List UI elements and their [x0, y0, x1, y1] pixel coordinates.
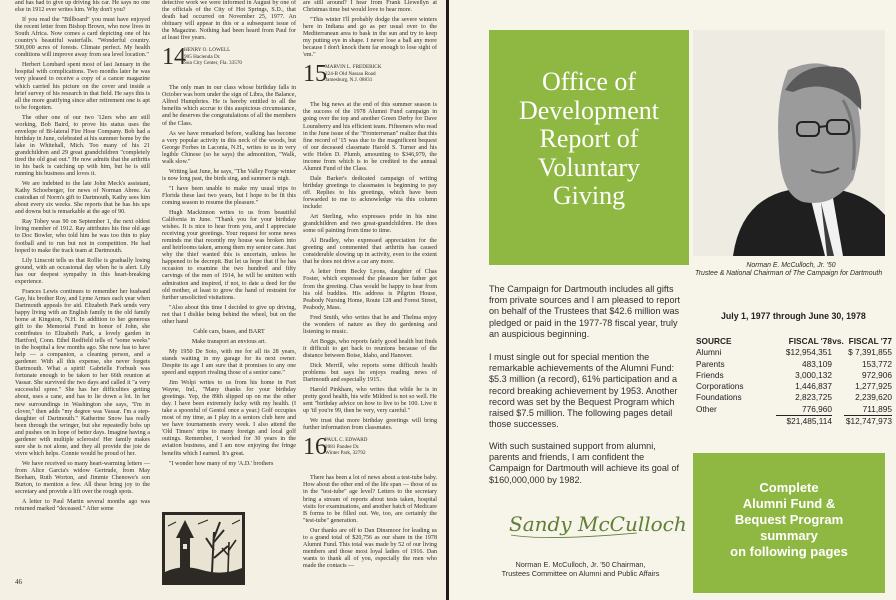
row-source: Alumni	[696, 347, 722, 358]
row-fy78: 1,446,837	[795, 381, 832, 392]
total-fy78: $21,485,114	[776, 415, 832, 426]
paragraph: Dale Barker's dedicated campaign of writing birthday greetings to classmates is beginning to pay off. Replies to his greetings, which have been forwarded to me to acknowledge via this column include:	[303, 175, 437, 211]
title-line: Office of	[541, 67, 637, 96]
secretary-address	[325, 435, 367, 456]
secretary-name: MARVIN L. FREDERICK	[325, 64, 382, 71]
row-source: Other	[696, 403, 717, 414]
secretary-street: 224-B Old Nassau Road	[325, 70, 376, 77]
fiscal-date-range: July 1, 1977 through June 30, 1978	[721, 311, 866, 321]
row-fy77: $ 7,391,855	[848, 347, 892, 358]
class-number: 15	[303, 61, 327, 88]
paragraph: "I have been unable to make my usual trips to Florida these last two years, but I hope to be fit this coming season to resume the pleasure."	[162, 185, 296, 206]
paragraph: A letter to Paul Martin several months ago was returned marked "deceased." After some	[15, 499, 150, 513]
total-fy77: $12,747,973	[845, 416, 892, 427]
header-vs: vs.	[832, 336, 844, 346]
secretary-street: 2081 Pandee Dr.	[325, 443, 360, 450]
right-page	[449, 0, 896, 600]
left-page	[0, 0, 446, 600]
secretary-address	[325, 62, 382, 83]
report-title-box	[489, 30, 689, 265]
table-row	[696, 404, 892, 415]
paragraph: Al Bradley, who expressed appreciation for the greeting and commented that arthritis has caused considerable slowing up in activity, even to the extent that he does not drive a car any more.	[303, 238, 437, 266]
row-source: Friends	[696, 369, 724, 380]
paragraph: detective work we were informed in August by one of the officials of the City of Hot Springs, S.D., that death had occurred on November 25, 1977. An obituary will appear in this or a subsequent issue of the Magazine. Nothing had been heard from Paul for at least five years.	[162, 0, 296, 42]
signature-caption	[473, 560, 688, 578]
row-fy78: 2,823,725	[795, 392, 832, 403]
column-2	[162, 0, 296, 471]
header-fy77: FISCAL '77	[848, 336, 892, 346]
table-row	[696, 370, 892, 381]
signature-caption-line: Trustees Committee on Alumni and Public Affairs	[501, 569, 660, 578]
row-fy78: 776,960	[802, 403, 832, 414]
table-total-row	[696, 415, 892, 426]
row-fy78: 483,109	[802, 358, 832, 369]
paragraph: Our thanks are off to Dan Dinsmoor for leading us to a grand total of $20,756 as our share in the 1978 Alumni Fund. This total was made by 52 of our living members and those most loyal ladies of 1916. Dan wants to thank all of you, especially the men who made the contacts —	[303, 527, 437, 569]
title-line: Development	[518, 95, 660, 125]
header-source: SOURCE	[696, 336, 732, 346]
paragraph: Harold Pinkham, who writes that while he is in pretty good health, his wife Mildred is not so well. He sent "birthday advice on how to live to be 100. Live it up 'til you're 99, then be very, very careful."	[303, 387, 437, 415]
giving-table	[696, 336, 892, 426]
row-fy77: 972,906	[862, 369, 892, 380]
row-fy77: 2,239,620	[855, 392, 892, 403]
paragraph: The only man in our class whose birthday falls in October was born under the sign of Libra, the Balance, Alfred Humphries. He is hereby entitled to all the benefits which accrue to this auspicious circumstance, and he deserves the congratulations of all the members of the Class.	[162, 85, 296, 127]
paragraph: Fred Smith, who writes that he and Thelma enjoy the wonders of nature as they do gardening and listening to music.	[303, 314, 437, 335]
title-line: Voluntary	[537, 152, 641, 182]
paragraph: The other one of our two '12ers who are still working, Bob Baird, to prove his status uses the envelope of Bi-lateral Fire Hose Company. Bob had a birthday in June, celebrated at his summer home by the lake in Whitehall, Mich. Too many of his 21 grandchildren and 29 great grandchildren "completely tired the old goat out." He now admits that the arthritis in his back is catching up with him, but he is still running his business and loves it.	[15, 114, 150, 178]
paragraph: Lily Linscott tells us that Rollie is gradually losing ground, with an occasional day when he is alert. Lily has our deepest sympathy in this heart-breaking experience.	[15, 257, 150, 285]
summary-line: Alumni Fund &	[742, 496, 836, 511]
chairman-signature	[507, 505, 687, 541]
report-paragraph-2	[489, 352, 687, 430]
paragraph: "This winter I'll probably dodge the severe winters here in Indiana and go as per usual over to the Mediterranean area to bask in the sun and try to keep my putting eye in shape. I never lose a ball any more because I don't knock them far enough to lose sight of 'em."	[303, 17, 437, 59]
signature-text: Sandy McCulloch	[509, 512, 687, 536]
paragraph: Art Boggs, who reports fairly good health but finds it difficult to get back to reunions because of the distance between Boise, Idaho, and Hanover.	[303, 338, 437, 359]
paragraph: Art Sterling, who expresses pride in his nine grandchildren and two great-grandchildren. He does some oil painting from time to time.	[303, 214, 437, 235]
summary-line: summary	[760, 528, 818, 543]
class-header-15	[303, 62, 437, 98]
signature-caption-line: Norman E. McCulloch, Jr. '50 Chairman,	[515, 560, 646, 569]
row-fy78: $12,954,351	[785, 347, 832, 358]
summary-text	[693, 453, 885, 560]
paragraph: We are indebted to the late John Meck's assistant, Kathy Schoeberger, for news of Norman Abree. As custodian of Norm's gift to Dartmouth, Kathy sees him about every six weeks. She reports that he has his ups and downs but is remarkable at the age of 90.	[15, 181, 150, 216]
row-fy78: 3,000,132	[795, 369, 832, 380]
caption-role: Trustee & National Chairman of The Campaign for Dartmouth	[695, 270, 883, 277]
paragraph: A letter from Becky Lyons, daughter of Chas Foster, which expressed the pleasure her father got from the greeting. Chas would be happy to hear from his old buddies. His address is Pilgrim House, Peabody Nursing Home, Route 128 and Forest Street, Peabody, Mass.	[303, 269, 437, 311]
poem-line: Cable cars, buses, and BART	[193, 328, 265, 335]
summary-line: Bequest Program	[734, 512, 844, 527]
paragraph: Jim Wolpi writes to us from his home in Fort Wayne, Ind., "Many thanks for your birthday greetings. Yep, the 89th slipped up on me the other day. I have been extremely lucky with my health. (I take a spoonful of Gentol once a year.) Golf occupies most of my time, as I play in a seniors club here and we have tournaments every week. I also attend the 'Old Timers' trips to many foreign and local golf outings. Remember, I worked for 30 years in the aviation business, and I am now enjoying the fringe benefits which I earned. It's great.	[162, 380, 296, 457]
row-fy77: 1,277,925	[855, 381, 892, 392]
paragraph: If you read the "Billboard" you must have enjoyed the recent letter from Bishop Brown, who now lives in South Africa. Now comes a card depicting one of his country's beautiful waterfalls. "Wonderful country. 500,000 acres of forests. Climate perfect. My health conditions will improve away from sea level location."	[15, 17, 150, 59]
paragraph: As we have remarked before, walking has become a very popular activity in this neck of the woods, but George Forbes in Laconia, N.H., writes to us in very legible Chinese (so he says) the admonition, "Walk, walk slow."	[162, 130, 296, 165]
table-row	[696, 347, 892, 358]
secretary-city: Sun City Center, Fla. 33570	[184, 60, 243, 67]
paragraph: "Also about this time I decided to give up driving, not that I dislike being behind the wheel, but on the other hand	[162, 304, 296, 325]
class-header-16	[303, 435, 437, 471]
paragraph: "I wonder how many of my 'A.D.' brothers	[169, 460, 274, 467]
poem-line: Make transport an envious art.	[191, 338, 267, 345]
secretary-city: Winter Park, 32792	[325, 450, 366, 457]
paragraph: We have received so many heart-warming letters — from Alice Garcia's widow Gertrude, from May Beeham, Ruth Worton, and Jimmie Chenowe's son Burton, to mention a few. All these bring joy to the secretary and provide a lift over the rough spots.	[15, 460, 150, 496]
paragraph: Herbert Lombard spent most of last January in the hospital with complications. Two months later he was very pleased to receive a copy of a cancer magazine which carried his picture on the cover and inside a brief survey of his research in that field. He says this is all the more gratifying since after retirement one is apt to be forgotten.	[15, 62, 150, 111]
paragraph: My 1950 De Soto, with me for all its 28 years, stands waiting in my garage for its next owner. Despite its age I am sure that it promises to any one speed and support rivaling those of a senior cane."	[162, 348, 296, 377]
secretary-street: 905 Hacienda Dr.	[184, 53, 221, 60]
row-fy77: 153,772	[862, 358, 892, 369]
class-number: 14	[162, 44, 186, 71]
class-header-14	[162, 45, 296, 81]
woodcut-illustration	[162, 512, 245, 585]
paragraph: Dick Merrill, who reports some difficult health problems but says he enjoys reading news of Dartmouth and especially 1915.	[303, 362, 437, 384]
table-header	[696, 336, 892, 347]
row-source: Foundations	[696, 392, 742, 403]
title-line: Giving	[552, 181, 626, 210]
secretary-name: HENRY O. LOWELL	[184, 47, 231, 54]
paragraph: Frances Lewis continues to remember her husband Gay, his brother Roy, and Lyme Armes each year when Dartmouth appeals for aid. Elizabeth Park sends very happy living with an English family in the old family home at Kingston, N.H. In addition to her generous gift to the Memorial Fund in honor of John, she contributes to Elizabeth Park, a lovely garden in Hartford, Conn. Ethel Redfield tells of "some weeks" in the hospital a few months ago. She now has to have help — a companion, a cleaning person, and a gardener. With all this expense, she never forgets Dartmouth. What a spirit! Gabrielle Forbush was fortunate enough to be taken to her 66th reunion at Vassar. She survived the two days and called it "a very successful spree." She has her difficulties getting about, uses a cane, and has to lie down a lot. In her new surroundings in Washington she says, "I'm in clover," then adds "my degree was Vassar. I'm a step-daughter of Dartmouth." Katherine Snow has really been through the wringer, but she repeatedly bobs up and pushes on in hope of better days. Imagine having a gardener with multiple sclerosis! Her family makes sure she is not alone, and they all provide the joie de vivre which helps. Connie would be proud of her.	[15, 288, 150, 457]
report-paragraph-3	[489, 441, 687, 486]
row-source: Corporations	[696, 381, 744, 392]
paragraph: The big news at the end of this summer season is the success of the 1978 Alumni Fund campaign in going over the top and another Green Derby for Dave Lounsberry and his efficient team. Fifteeners who read in the June issue of the "Fronterrsman" realize that this fine record of '15 was due to the magnificent bequest of our deceased classmate Harold S. Turner and his wife Helen D. Plumb, amounting to $346,979, the income from which is to be credited to the annual Alumni Fund of the Class.	[303, 102, 437, 172]
paragraph: Ray Tobey was 90 on September 1, the next oldest living member of 1912. Ray attributes his fine old age to Doc Bowler, who told him he was too thin to play football and to run but not in competition. He had hoped to make the track team at Dartmouth.	[15, 219, 150, 254]
paragraph: are still around? I hear from Frank Llewellyn at Christmas time but would love to hear more.	[303, 0, 437, 14]
paragraph: The Campaign for Dartmouth includes all gifts from private sources and I am pleased to report on behalf of the Trustees that $42.6 million was pledged or paid in the 1977-78 fiscal year, truly an auspicious beginning.	[489, 284, 681, 339]
paragraph: We trust that more birthday greetings will bring further information from classmates.	[303, 418, 437, 432]
column-3	[303, 0, 437, 573]
paragraph: There has been a lot of news about a test-tube baby. How about the other end of the life span — those of us in the "test-tube" age level? Letters to the secretary bring a stream of reports about tests taken, hospital visits for examinations, and another batch of Medicare B forms to be filled out. We, too, are certainly the "test-tube" generation.	[303, 475, 437, 524]
chairman-portrait-photo	[693, 30, 885, 256]
paragraph: I must single out for special mention the remarkable achievements of the Alumni Fund: $5.3 million (a record), 61% participation and a record breaking achievement by 1953. Another record was set by the Bequest Program which raised $7.5 million. The following pages detail those successes.	[489, 352, 678, 430]
caption-name: Norman E. McCulloch, Jr. '50	[746, 262, 836, 269]
paragraph: Hugh Mackinnon writes to us from beautiful California in June. "Thank you for your birthday wishes. It is nice to hear from you, and I appreciate receiving your greetings. Your request for some news reminds me that recently my house was broken into and heirlooms taken, among them my senior cane. Just why the thief wanted this is uncertain, unless he happened to be decrepit. But let us hope that if he has occasion to examine the two hundred and fifty carvings of the men of 1914, he will be smitten with admiration and inspired, if not, to date a deed for the old mother, at least to grow the hand of restraint for further unsolicited visitations.	[162, 210, 296, 301]
header-fy78: FISCAL '78	[788, 336, 832, 346]
page-number: 46	[15, 578, 22, 586]
class-number: 16	[303, 434, 327, 461]
table-row	[696, 359, 892, 370]
summary-line: Complete	[759, 480, 819, 495]
column-1	[15, 0, 150, 516]
table-row	[696, 392, 892, 403]
secretary-city: Jamesburg, N.J. 08831	[325, 77, 373, 84]
title-line: Report of	[539, 124, 639, 153]
summary-line: on following pages	[730, 544, 848, 559]
paragraph: and has had to give up driving his car. He says no one else in 1912 ever writes him. Why don't you?	[15, 0, 150, 14]
paragraph: Writing last June, he says, "The Valley Forge winter is now long past, the birds sing, and summer is nigh.	[162, 168, 296, 182]
row-fy77: 711,895	[862, 403, 892, 414]
paragraph: With such sustained support from alumni, parents and friends, I am confident the Campaign for Dartmouth will achieve its goal of $160,000,000 by 1982.	[489, 441, 680, 485]
photo-caption	[695, 262, 887, 278]
report-paragraph-1	[489, 284, 687, 340]
table-row	[696, 381, 892, 392]
secretary-name: PAUL C. EDWARD	[325, 437, 368, 444]
summary-box	[693, 453, 885, 593]
report-title	[489, 30, 689, 211]
secretary-address	[184, 45, 242, 66]
row-source: Parents	[696, 358, 725, 369]
